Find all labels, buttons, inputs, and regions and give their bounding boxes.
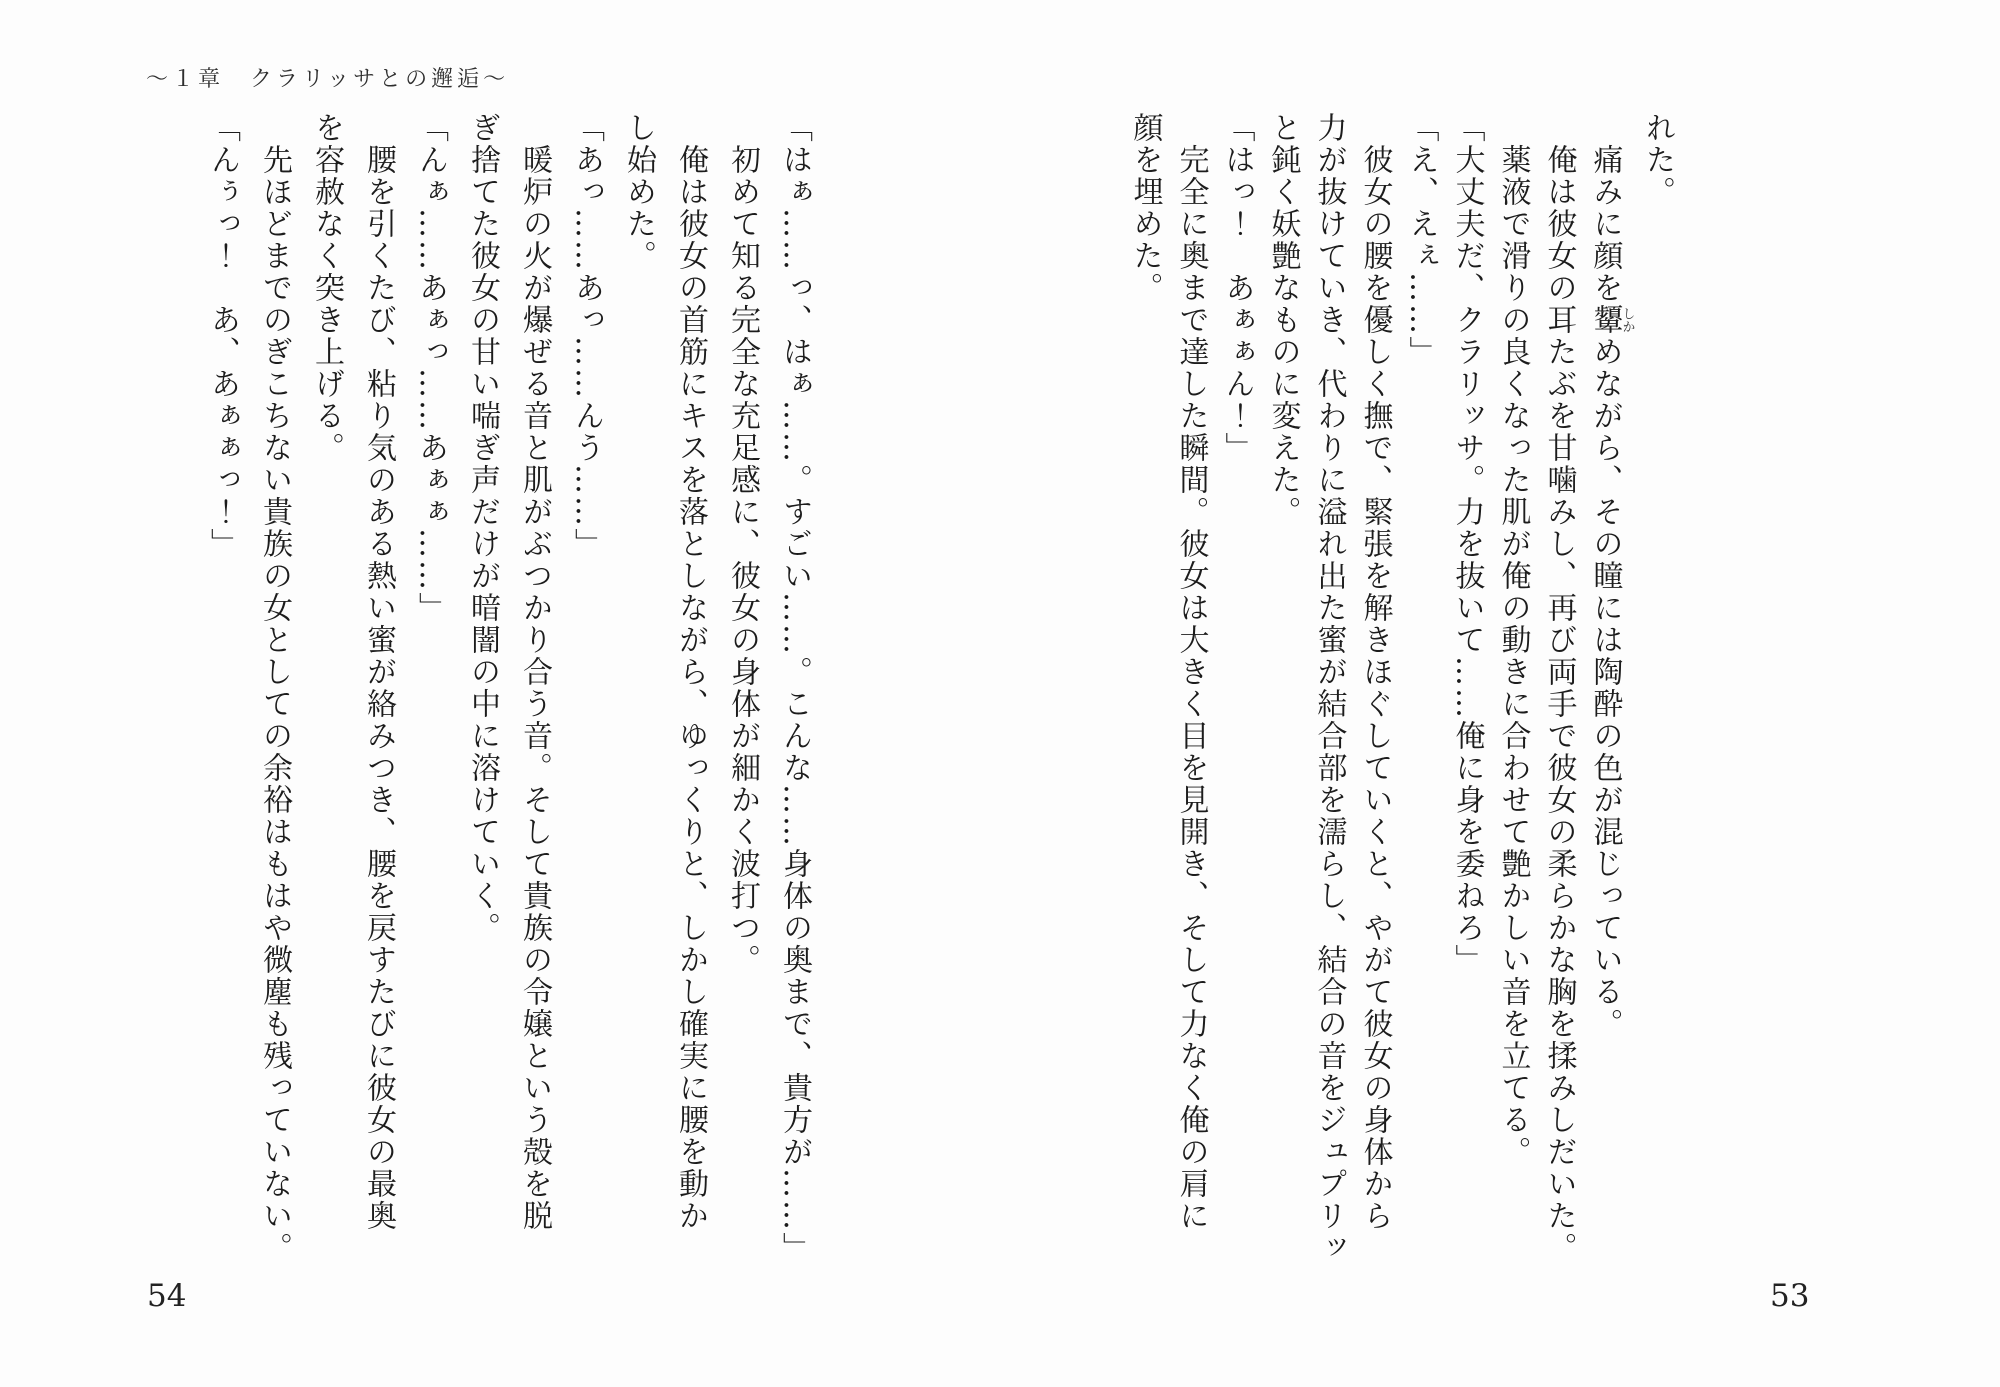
text-column: 「え、えぇ……」	[1403, 112, 1439, 368]
chapter-running-head: ～１章 クラリッサとの邂逅～	[146, 67, 510, 92]
text-column: ぎ捨てた彼女の甘い喘ぎ声だけが暗闇の中に溶けていく。	[465, 112, 500, 944]
text-column: 薬液で滑りの良くなった肌が俺の動きに合わせて艶かしい音を立てる。	[1495, 144, 1531, 1168]
page-number-right: 53	[1770, 1278, 1810, 1314]
text-column: 先ほどまでのぎこちない貴族の女としての余裕はもはや微塵も残っていない。	[257, 144, 292, 1264]
text-column: 力が抜けていき、代わりに溢れ出た蜜が結合部を濡らし、結合の音をジュプリッ	[1311, 112, 1347, 1264]
text-column: 「んぅっ！ あ、あぁぁっ！」	[205, 112, 240, 560]
text-column: 腰を引くたび、粘り気のある熱い蜜が絡みつき、腰を戻すたびに彼女の最奥	[361, 144, 396, 1232]
text-column: を容赦なく突き上げる。	[309, 112, 344, 464]
text-column: 「はぁ……っ、はぁ……。すごい……。こんな……身体の奥まで、貴方が……」	[777, 112, 812, 1264]
text-column: 初めて知る完全な充足感に、彼女の身体が細かく波打つ。	[725, 144, 760, 976]
text-column: 「んぁ……あぁっ……あぁぁ……」	[413, 112, 448, 624]
text-column: 痛みに顔を顰しかめながら、その瞳には陶酔の色が混じっている。	[1587, 144, 1635, 1040]
text-column: れた。	[1640, 112, 1675, 208]
page-left-text-block	[196, 112, 820, 1284]
text-column: 顔を埋めた。	[1127, 112, 1163, 304]
page-right-text-block	[1122, 112, 1681, 1284]
text-column: 俺は彼女の首筋にキスを落としながら、ゆっくりと、しかし確実に腰を動か	[673, 144, 708, 1232]
page-number-left: 54	[147, 1278, 187, 1314]
text-column: 「はっ！ あぁぁん！」	[1219, 112, 1255, 464]
text-column: と鈍く妖艶なものに変えた。	[1265, 112, 1301, 528]
furigana-ruby: 顰しか	[1587, 304, 1635, 336]
text-column: 暖炉の火が爆ぜる音と肌がぶつかり合う音。そして貴族の令嬢という殻を脱	[517, 144, 552, 1232]
text-column: し始めた。	[621, 112, 656, 272]
text-column: 俺は彼女の耳たぶを甘噛みし、再び両手で彼女の柔らかな胸を揉みしだいた。	[1541, 144, 1577, 1264]
text-column: 「大丈夫だ、クラリッサ。力を抜いて……俺に身を委ねろ」	[1449, 112, 1485, 976]
text-column: 完全に奥まで達した瞬間。彼女は大きく目を見開き、そして力なく俺の肩に	[1173, 144, 1209, 1232]
text-column: 彼女の腰を優しく撫で、緊張を解きほぐしていくと、やがて彼女の身体から	[1357, 144, 1393, 1232]
text-column: 「あっ……あっ……んう……」	[569, 112, 604, 560]
